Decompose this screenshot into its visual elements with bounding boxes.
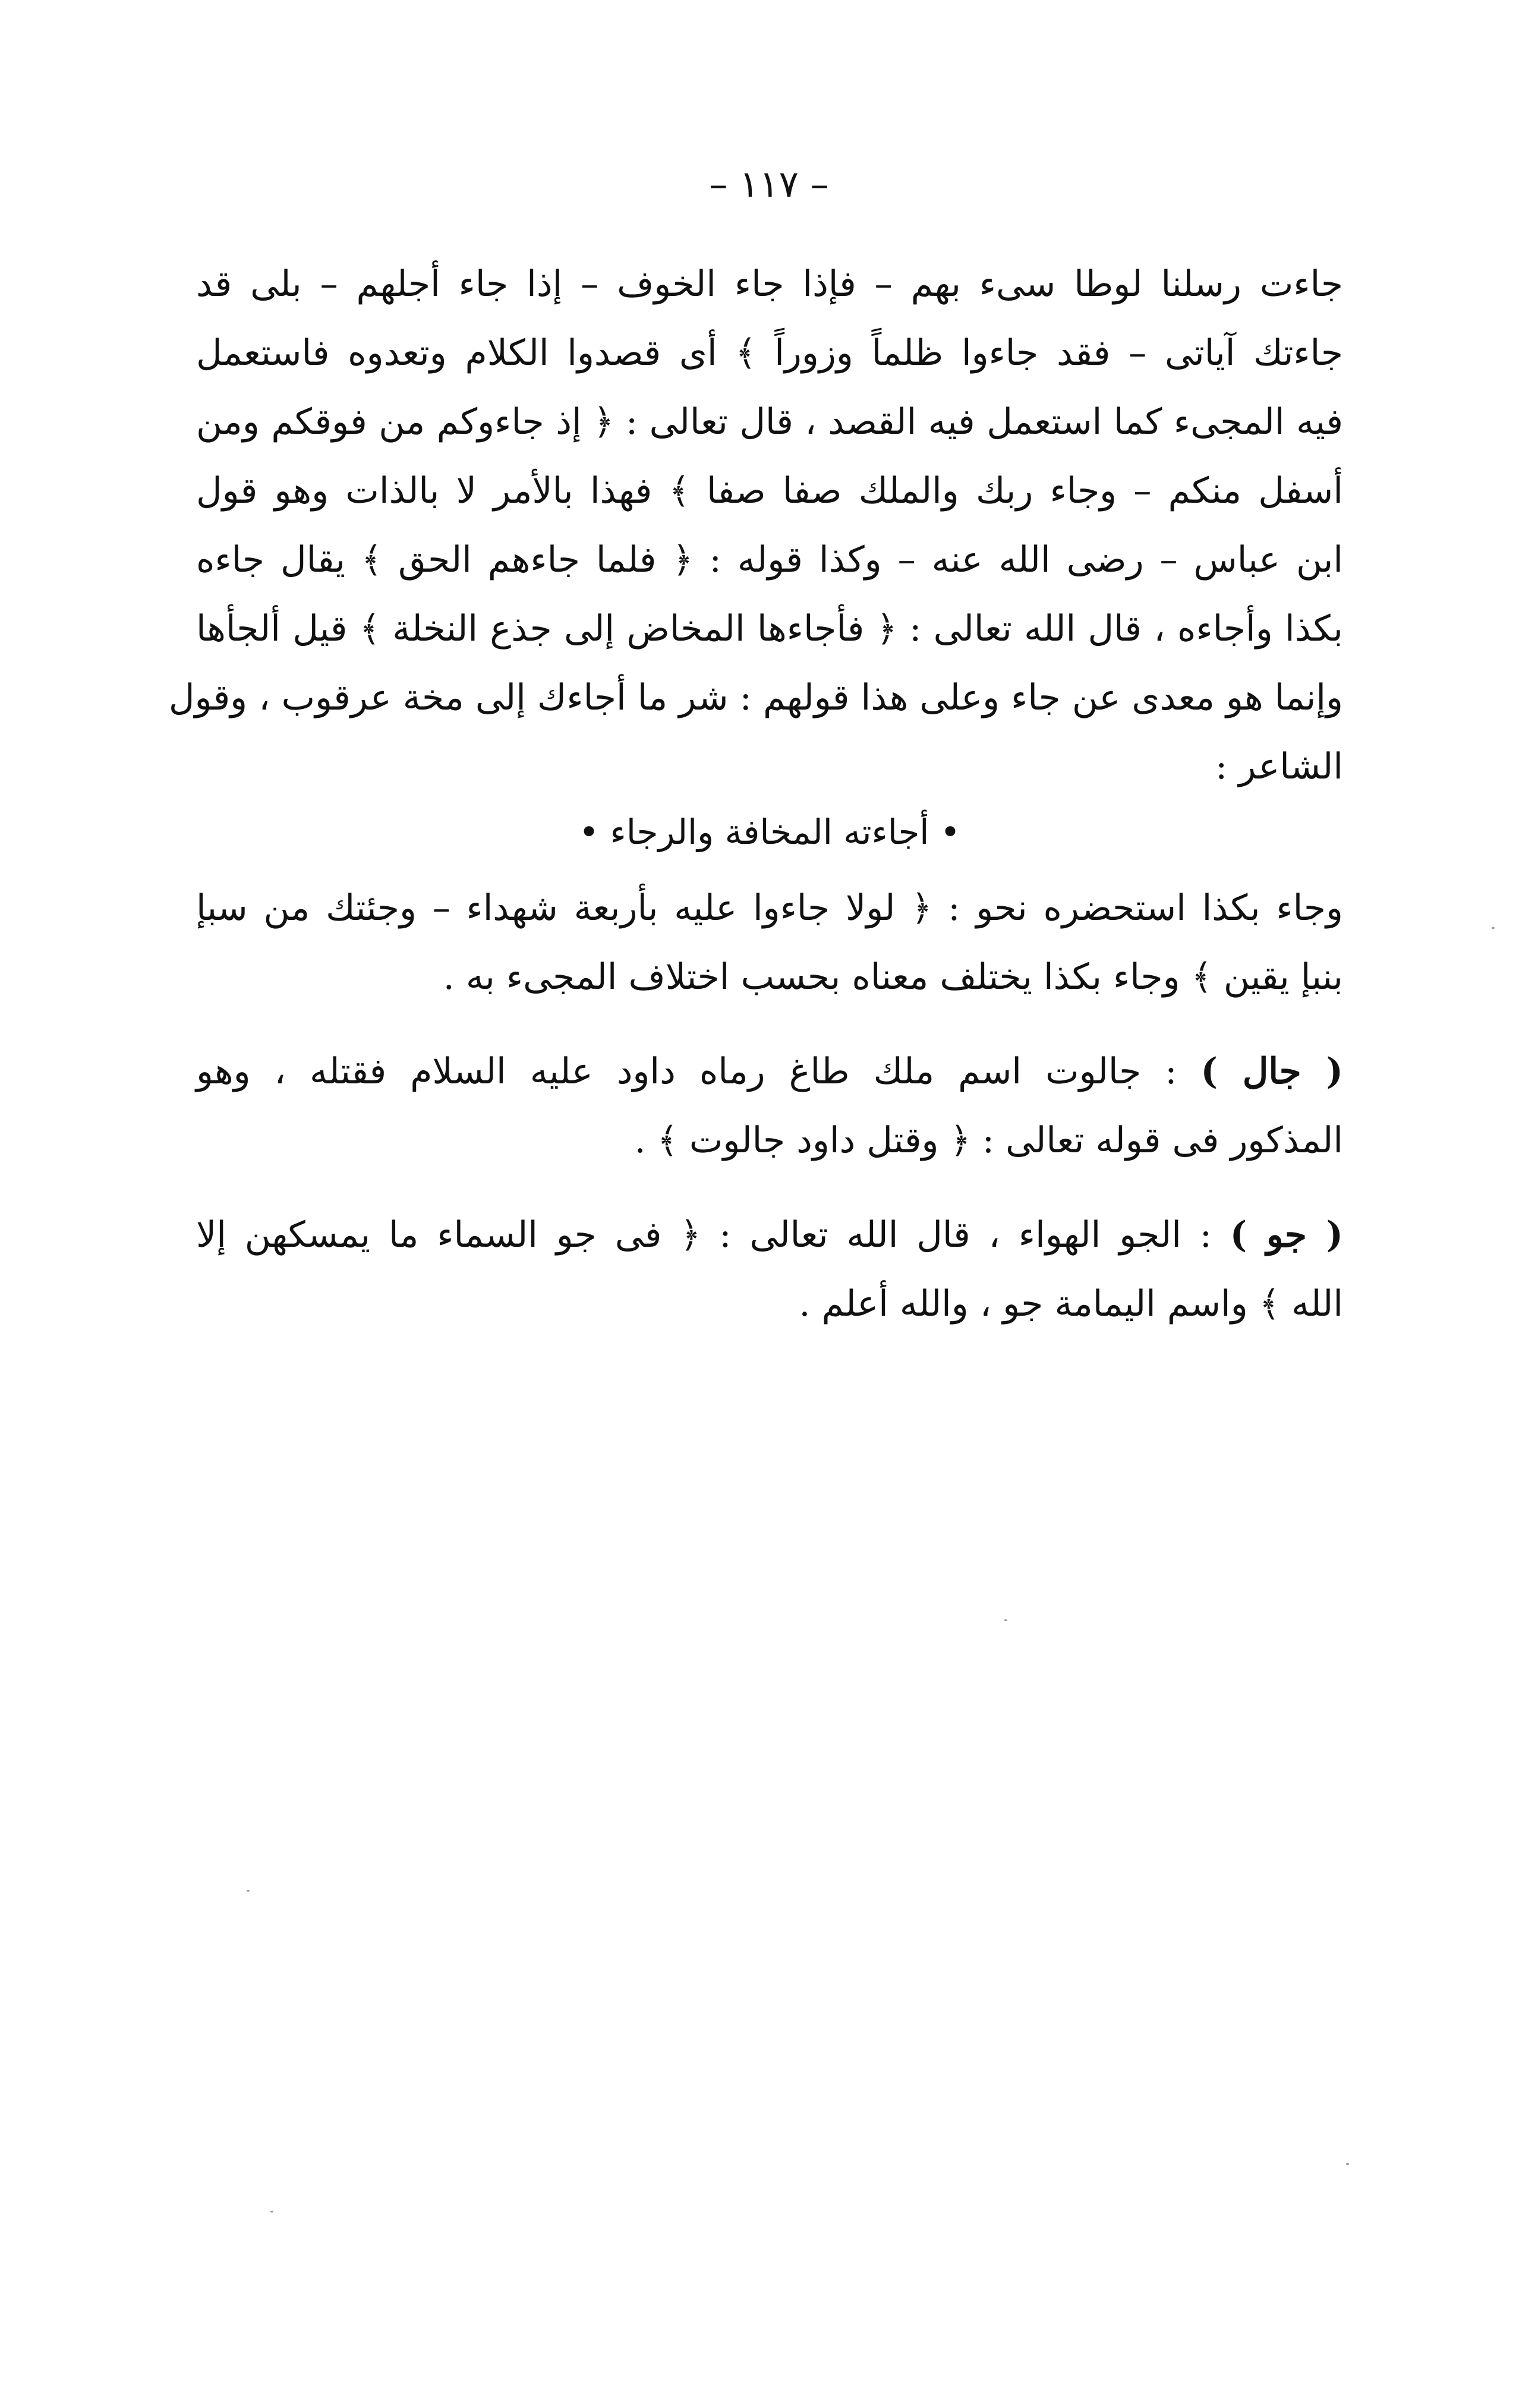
text-line: المذكور فى قوله تعالى : ﴿ وقتل داود جالوت ﴾ .	[634, 1120, 1343, 1161]
scan-speck	[247, 1890, 250, 1892]
entry-term: ( جو )	[1230, 1214, 1343, 1256]
text-line: ابن عباس – رضى الله عنه – وكذا قوله : ﴿ فلما جاءهم الحق ﴾ يقال جاءه	[196, 539, 1343, 581]
entry-term: ( جال )	[1200, 1051, 1343, 1092]
text-line: بكذا وأجاءه ، قال الله تعالى : ﴿ فأجاءها المخاض إلى جذع النخلة ﴾ قيل ألجأها	[196, 608, 1343, 650]
text-line	[196, 1200, 1343, 1269]
entry-jal	[196, 1037, 1343, 1175]
text-line: جاءتك آياتى – فقد جاءوا ظلماً وزوراً ﴾ أى قصدوا الكلام وتعدوه فاستعمل	[196, 332, 1343, 374]
text-line: جاءت رسلنا لوطا سىء بهم – فإذا جاء الخوف – إذا جاء أجلهم – بلى قد	[196, 263, 1343, 305]
text-line: وجاء بكذا استحضره نحو : ﴿ لولا جاءوا عليه بأربعة شهداء – وجئتك من سبإ	[196, 887, 1343, 929]
entry-text: : جالوت اسم ملك طاغ رماه داود عليه السلام فقتله ، وهو	[196, 1051, 1201, 1092]
text-line: فيه المجىء كما استعمل فيه القصد ، قال تعالى : ﴿ إذ جاءوكم من فوقكم ومن	[196, 401, 1343, 443]
text-line: بنبإ يقين ﴾ وجاء بكذا يختلف معناه بحسب اختلاف المجىء به .	[443, 956, 1343, 998]
paragraph-jaa	[168, 250, 1344, 801]
paragraph-jaa-bikadha	[196, 874, 1343, 1011]
text-line: الله ﴾ واسم اليمامة جو ، والله أعلم .	[799, 1283, 1343, 1325]
scan-speck	[1492, 927, 1495, 929]
text-line: وإنما هو معدى عن جاء وعلى هذا قولهم : شر ما أجاءك إلى مخة عرقوب ، وقول	[168, 677, 1343, 718]
scan-speck	[270, 2211, 273, 2212]
entry-text: : الجو الهواء ، قال الله تعالى : ﴿ فى جو السماء ما يمسكهن إلا	[196, 1214, 1230, 1256]
scan-speck	[1004, 1619, 1007, 1621]
verse-quote: • أجاءته المخافة والرجاء •	[578, 812, 961, 852]
text-line: الشاعر :	[1215, 746, 1343, 787]
page-number: – ١١٧ –	[709, 162, 829, 206]
entry-jaw	[196, 1200, 1343, 1338]
text-line: أسفل منكم – وجاء ربك والملك صفا صفا ﴾ فهذا بالأمر لا بالذات وهو قول	[196, 470, 1344, 512]
scan-speck	[1346, 2163, 1349, 2165]
text-line	[196, 1037, 1343, 1106]
